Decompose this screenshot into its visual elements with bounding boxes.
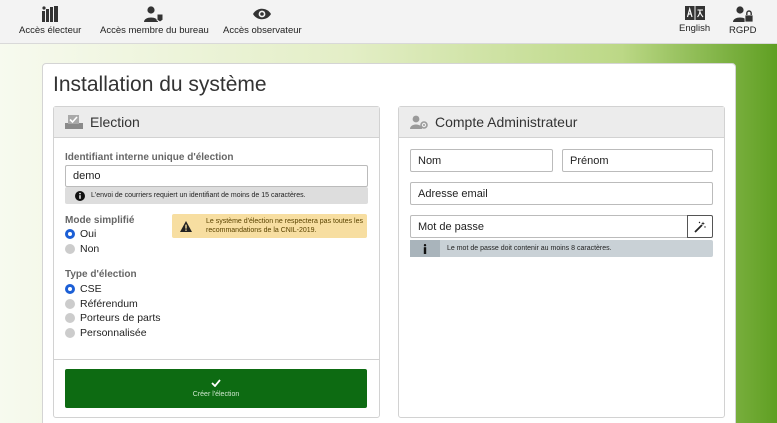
simplified-mode-no-radio[interactable]: [65, 243, 99, 255]
gdpr-label: RGPD: [729, 25, 757, 36]
board-member-access-link[interactable]: [100, 6, 209, 36]
election-type-label: Type d'élection: [65, 269, 137, 280]
email-input[interactable]: Adresse email: [410, 182, 713, 205]
warning-triangle-icon: [180, 221, 192, 232]
election-panel: [53, 106, 380, 418]
election-id-label: Identifiant interne unique d'élection: [65, 152, 234, 163]
radio-label: Porteurs de parts: [80, 312, 161, 324]
election-type-referendum-radio[interactable]: [65, 298, 138, 310]
radio-unselected-icon: [65, 328, 75, 338]
radio-label: Personnalisée: [80, 327, 147, 339]
radio-label: Non: [80, 243, 100, 255]
eye-icon: [252, 6, 272, 22]
radio-label: CSE: [80, 283, 102, 295]
info-circle-icon: [75, 191, 85, 201]
election-id-note-text: L'envoi de courriers requiert un identifiant de moins de 15 caractères.: [91, 192, 306, 199]
board-member-access-label: Accès membre du bureau: [100, 25, 209, 36]
translate-icon: [685, 6, 705, 20]
radio-unselected-icon: [65, 313, 75, 323]
user-lock-icon: [733, 6, 753, 22]
page-title: Installation du système: [53, 73, 267, 96]
election-id-note: [65, 187, 368, 204]
password-note-text: Le mot de passe doit contenir au moins 8 caractères.: [447, 245, 612, 252]
installation-card: [42, 63, 736, 423]
magic-wand-icon: [694, 221, 706, 233]
election-panel-title: Election: [90, 114, 140, 130]
election-panel-header: [54, 107, 379, 138]
board-member-icon: [144, 6, 164, 22]
radio-selected-icon: [65, 284, 75, 294]
ballot-box-icon: [65, 115, 83, 129]
election-type-shareholders-radio[interactable]: [65, 312, 161, 324]
create-election-button[interactable]: [65, 369, 367, 408]
radio-label: Référendum: [80, 298, 138, 310]
admin-account-panel: [398, 106, 725, 418]
voter-access-label: Accès électeur: [19, 25, 82, 36]
observer-access-label: Accès observateur: [223, 25, 302, 36]
simplified-mode-warning-text: Le système d'élection ne respectera pas toutes les recommandations de la CNIL-2019.: [206, 217, 363, 234]
simplified-mode-warning: [172, 214, 367, 238]
language-switch[interactable]: [679, 6, 710, 34]
password-note: [410, 240, 713, 257]
info-icon: [410, 240, 440, 257]
election-type-cse-radio[interactable]: [65, 283, 102, 295]
admin-panel-title: Compte Administrateur: [435, 114, 578, 130]
simplified-mode-yes-radio[interactable]: [65, 228, 96, 240]
radio-unselected-icon: [65, 244, 75, 254]
checkmark-icon: [211, 379, 221, 387]
radio-unselected-icon: [65, 299, 75, 309]
gdpr-link[interactable]: [729, 6, 756, 36]
radio-selected-icon: [65, 229, 75, 239]
first-name-input[interactable]: Prénom: [562, 149, 713, 172]
voter-access-link[interactable]: [19, 6, 81, 36]
radio-label: Oui: [80, 228, 97, 240]
generate-password-button[interactable]: [687, 215, 713, 238]
user-gear-icon: [410, 115, 428, 129]
last-name-input[interactable]: Nom: [410, 149, 553, 172]
create-election-label: Créer l'élection: [192, 391, 240, 398]
simplified-mode-label: Mode simplifié: [65, 215, 135, 226]
voter-icon: [41, 6, 59, 22]
language-label: English: [679, 23, 711, 34]
top-navigation-bar: [0, 0, 777, 44]
password-input[interactable]: Mot de passe: [410, 215, 688, 238]
admin-panel-header: [399, 107, 724, 138]
election-type-custom-radio[interactable]: [65, 327, 147, 339]
election-id-input[interactable]: demo: [65, 165, 368, 187]
panel-divider: [54, 359, 379, 360]
observer-access-link[interactable]: [223, 6, 302, 36]
